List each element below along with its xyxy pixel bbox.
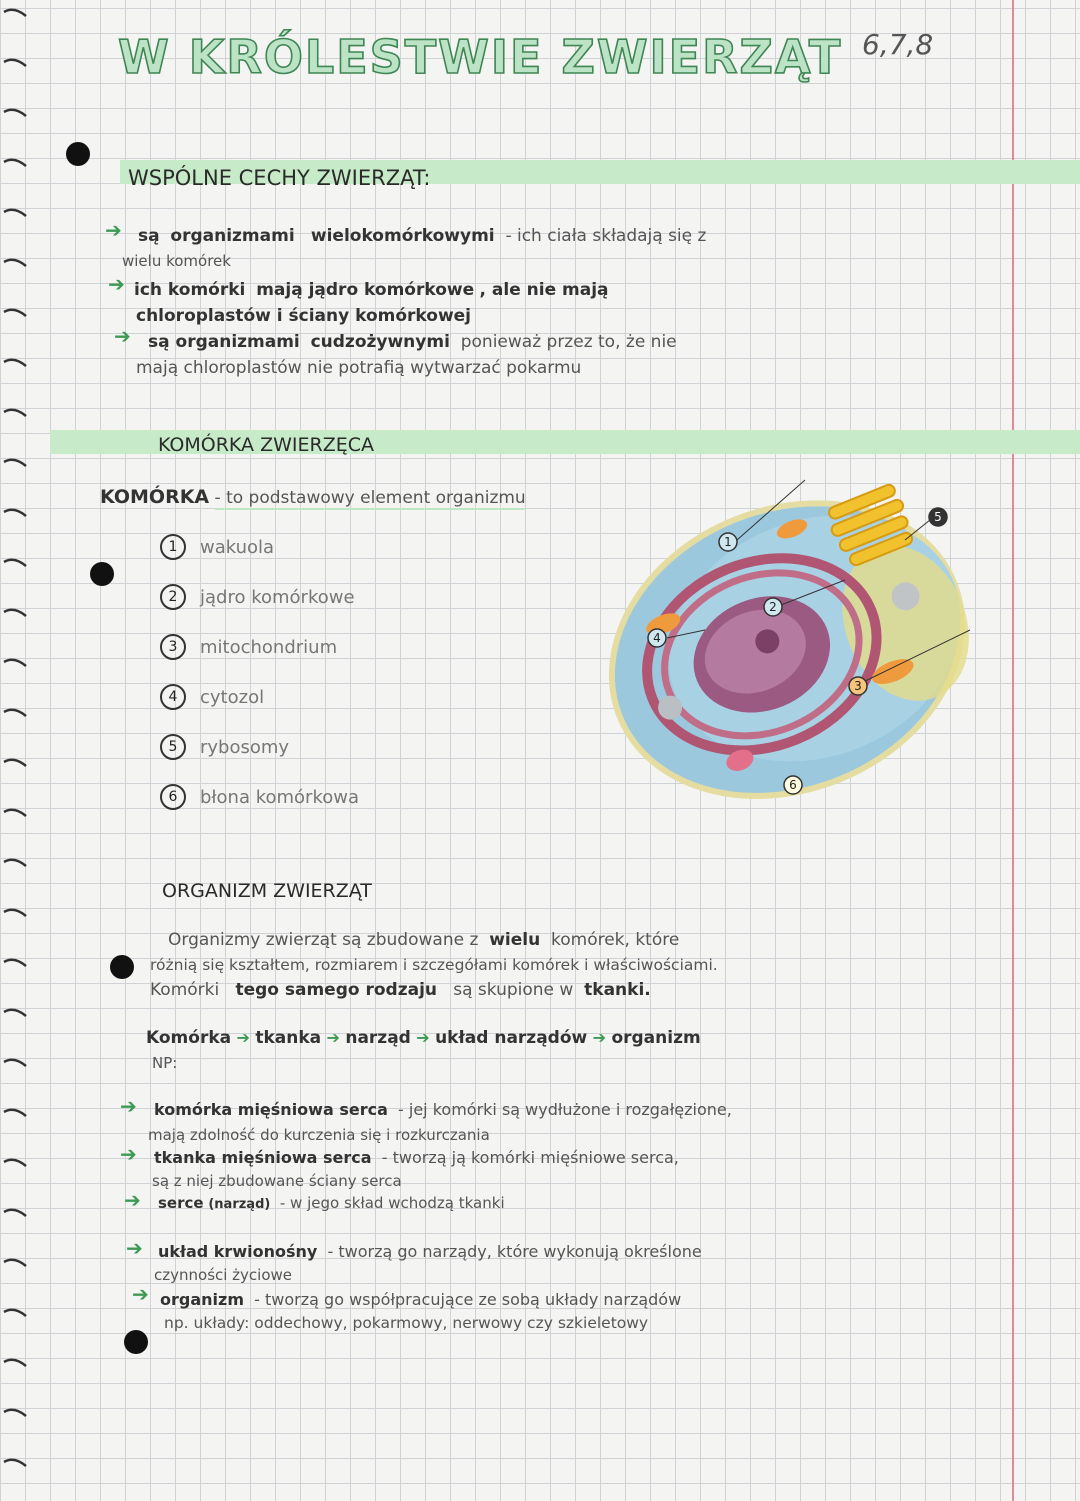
trait-3 bbox=[148, 332, 677, 352]
legend-label: mitochondrium bbox=[200, 636, 338, 658]
text: - to podstawowy element organizmu bbox=[214, 488, 526, 508]
trait-2-cont: chloroplastów i ściany komórkowej bbox=[136, 306, 472, 326]
legend-number: 1 bbox=[160, 534, 186, 560]
example-organism bbox=[160, 1290, 681, 1309]
example-cell-cont: mają zdolność do kurczenia się i rozkurczania bbox=[148, 1126, 490, 1144]
arrow-icon: ➔ bbox=[105, 218, 122, 242]
arrow-icon: ➔ bbox=[120, 1094, 137, 1118]
legend-item bbox=[160, 522, 359, 572]
punch-hole bbox=[66, 142, 90, 166]
organism-text-line2: różnią się kształtem, rozmiarem i szczegółami komórek i właściwościami. bbox=[150, 956, 718, 974]
text: są skupione w bbox=[453, 980, 574, 1000]
text: mają jądro komórkowe bbox=[256, 280, 475, 300]
trait-1-cont: wielu komórek bbox=[122, 252, 231, 270]
trait-2 bbox=[134, 280, 609, 300]
legend-label: rybosomy bbox=[200, 736, 290, 758]
legend-item bbox=[160, 622, 359, 672]
text: wielu bbox=[489, 930, 541, 950]
arrow-icon: ➔ bbox=[114, 324, 131, 348]
text: serce bbox=[158, 1194, 204, 1212]
legend-number: 6 bbox=[160, 784, 186, 810]
text: , ale nie mają bbox=[479, 280, 609, 300]
legend-label: wakuola bbox=[200, 536, 275, 558]
legend-label: błona komórkowa bbox=[200, 786, 360, 808]
diagram-label-3: 3 bbox=[854, 679, 862, 693]
text: tkanka mięśniowa serca bbox=[154, 1148, 372, 1167]
chain-item: tkanka bbox=[255, 1028, 322, 1048]
text: organizmami bbox=[170, 226, 295, 246]
arrow-icon: ➔ bbox=[126, 1236, 143, 1260]
text: są bbox=[138, 226, 160, 246]
arrow-icon: ➔ bbox=[236, 1028, 250, 1047]
text: KOMÓRKA bbox=[100, 486, 210, 508]
example-tissue-cont: są z niej zbudowane ściany serca bbox=[152, 1172, 402, 1190]
arrow-icon: ➔ bbox=[132, 1282, 149, 1306]
arrow-icon: ➔ bbox=[326, 1028, 340, 1047]
diagram-label-2: 2 bbox=[769, 600, 777, 614]
legend-item bbox=[160, 672, 359, 722]
example-label: NP: bbox=[152, 1054, 178, 1072]
hierarchy-chain bbox=[146, 1028, 701, 1048]
text: są organizmami bbox=[148, 332, 300, 352]
margin-line bbox=[1012, 0, 1014, 1501]
trait-3-cont: mają chloroplastów nie potrafią wytwarzać pokarmu bbox=[136, 358, 582, 378]
text: - jej komórki są wydłużone i rozgałęzione, bbox=[398, 1100, 732, 1119]
text: organizm bbox=[160, 1290, 244, 1309]
legend-number: 5 bbox=[160, 734, 186, 760]
legend-item bbox=[160, 572, 359, 622]
diagram-label-6: 6 bbox=[789, 778, 797, 792]
text: - w jego skład wchodzą tkanki bbox=[279, 1194, 505, 1212]
trait-1 bbox=[138, 226, 706, 246]
section-heading-animal-cell: KOMÓRKA ZWIERZĘCA bbox=[158, 434, 374, 456]
organism-text-line1 bbox=[168, 930, 679, 950]
legend-label: cytozol bbox=[200, 686, 265, 708]
animal-cell-diagram bbox=[585, 460, 985, 830]
punch-hole bbox=[110, 955, 134, 979]
legend-item bbox=[160, 722, 359, 772]
arrow-icon: ➔ bbox=[124, 1188, 141, 1212]
text: - ich ciała składają się z bbox=[505, 226, 707, 246]
text: ich komórki bbox=[134, 280, 246, 300]
arrow-icon: ➔ bbox=[592, 1028, 607, 1047]
text: Komórki bbox=[150, 980, 220, 1000]
text: (narząd) bbox=[208, 1197, 271, 1212]
text: tego samego rodzaju bbox=[235, 980, 438, 1000]
spiral-binding bbox=[0, 0, 40, 1501]
text: komórek, które bbox=[551, 930, 680, 950]
cell-legend bbox=[160, 522, 359, 822]
example-organ bbox=[158, 1194, 505, 1212]
punch-hole bbox=[90, 562, 114, 586]
legend-number: 2 bbox=[160, 584, 186, 610]
text: - tworzą ją komórki mięśniowe serca, bbox=[381, 1148, 679, 1167]
arrow-icon: ➔ bbox=[416, 1028, 430, 1047]
text: komórka mięśniowa serca bbox=[154, 1100, 388, 1119]
text: cudzożywnymi bbox=[310, 332, 450, 352]
diagram-label-1: 1 bbox=[724, 535, 732, 549]
cell-definition bbox=[100, 486, 526, 508]
chain-item: organizm bbox=[611, 1028, 701, 1048]
section-heading-common-traits: WSPÓLNE CECHY ZWIERZĄT: bbox=[128, 166, 431, 190]
example-tissue bbox=[154, 1148, 679, 1167]
chain-item: narząd bbox=[345, 1028, 411, 1048]
legend-number: 3 bbox=[160, 634, 186, 660]
organism-text-line3 bbox=[150, 980, 651, 1000]
text: Organizmy zwierząt są zbudowane z bbox=[168, 930, 479, 950]
chain-item: Komórka bbox=[146, 1028, 232, 1048]
legend-number: 4 bbox=[160, 684, 186, 710]
example-organism-cont: np. układy: oddechowy, pokarmowy, nerwowy czy szkieletowy bbox=[164, 1314, 649, 1332]
text: - tworzą go narządy, które wykonują określone bbox=[327, 1242, 702, 1261]
legend-label: jądro komórkowe bbox=[200, 586, 355, 608]
text: tkanki. bbox=[584, 980, 651, 1000]
legend-item bbox=[160, 772, 359, 822]
page-numbers: 6,7,8 bbox=[862, 28, 934, 61]
text: układ krwionośny bbox=[158, 1242, 318, 1261]
diagram-label-4: 4 bbox=[653, 631, 661, 645]
text: wielokomórkowymi bbox=[310, 226, 495, 246]
example-system bbox=[158, 1242, 702, 1261]
example-system-cont: czynności życiowe bbox=[154, 1266, 293, 1284]
example-cell bbox=[154, 1100, 732, 1119]
punch-hole bbox=[124, 1330, 148, 1354]
text: - tworzą go współpracujące ze sobą układy narządów bbox=[254, 1290, 682, 1309]
page-title: W KRÓLESTWIE ZWIERZĄT bbox=[118, 30, 843, 84]
arrow-icon: ➔ bbox=[120, 1142, 137, 1166]
arrow-icon: ➔ bbox=[108, 272, 125, 296]
text: ponieważ przez to, że nie bbox=[460, 332, 677, 352]
chain-item: układ narządów bbox=[435, 1028, 588, 1048]
section-heading-animal-organism: ORGANIZM ZWIERZĄT bbox=[162, 880, 372, 902]
diagram-label-5: 5 bbox=[934, 510, 942, 524]
